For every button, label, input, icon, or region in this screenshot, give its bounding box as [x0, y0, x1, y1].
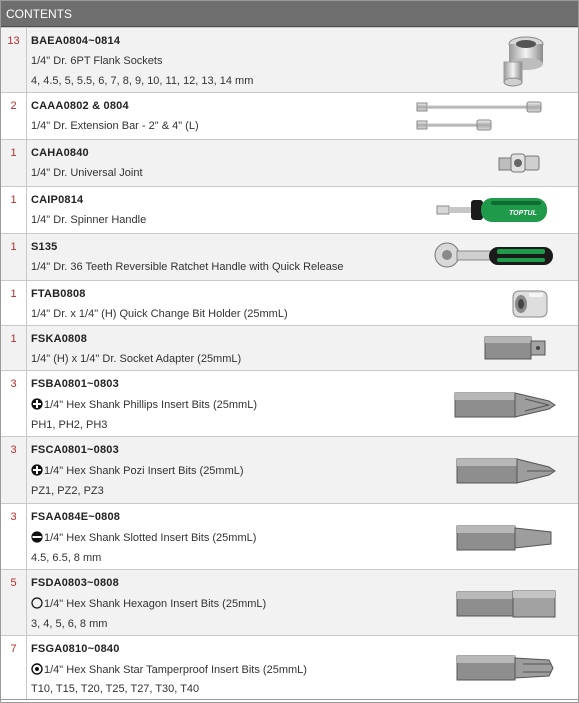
- part-code: FSAA084E~0808: [31, 511, 121, 523]
- part-code: FSBA0801~0803: [31, 378, 119, 390]
- part-code: FSDA0803~0808: [31, 577, 119, 589]
- table-row: [1, 92, 578, 139]
- pozi-tip-icon: [31, 464, 43, 476]
- part-description: 1/4" Dr. 6PT Flank Sockets: [31, 55, 163, 67]
- quantity: 1: [1, 281, 27, 325]
- part-code: FSGA0810~0840: [31, 643, 120, 655]
- table-bottom-border: [1, 699, 578, 701]
- part-code: FSCA0801~0803: [31, 444, 119, 456]
- part-code: BAEA0804~0814: [31, 35, 121, 47]
- socket-adapter-image: [481, 331, 551, 367]
- quantity: 2: [1, 93, 27, 139]
- table-row: [1, 186, 578, 233]
- slotted-bit-image: [453, 520, 561, 556]
- extension-bar-image: [413, 99, 553, 135]
- part-description: 1/4" Hex Shank Pozi Insert Bits (25mmL): [44, 465, 244, 477]
- part-description: 1/4" Dr. Extension Bar - 2" & 4" (L): [31, 120, 199, 132]
- contents-header: CONTENTS: [1, 1, 578, 27]
- part-description: 1/4" Dr. 36 Teeth Reversible Ratchet Handle with Quick Release: [31, 261, 344, 273]
- table-row: [1, 233, 578, 280]
- table-row: [1, 635, 578, 699]
- spinner-handle-image: [435, 192, 555, 228]
- quantity: 5: [1, 570, 27, 635]
- part-sizes: PH1, PH2, PH3: [31, 419, 108, 431]
- part-description: 1/4" Dr. x 1/4" (H) Quick Change Bit Holder (25mmL): [31, 308, 288, 320]
- hexagon-tip-icon: [31, 597, 43, 609]
- part-code: FTAB0808: [31, 288, 86, 300]
- part-description: 1/4" (H) x 1/4" Dr. Socket Adapter (25mmL): [31, 353, 242, 365]
- bit-holder-image: [509, 285, 553, 323]
- part-sizes: T10, T15, T20, T25, T27, T30, T40: [31, 683, 200, 695]
- star-bit-image: [453, 650, 561, 686]
- phillips-tip-icon: [31, 398, 43, 410]
- part-code: CAAA0802 & 0804: [31, 100, 129, 112]
- part-sizes: PZ1, PZ2, PZ3: [31, 485, 104, 497]
- part-code: S135: [31, 241, 58, 253]
- hex-bit-image: [453, 586, 561, 622]
- quantity: 13: [1, 28, 27, 92]
- quantity: 1: [1, 187, 27, 233]
- table-row: [1, 436, 578, 503]
- quantity: 3: [1, 437, 27, 503]
- table-row: [1, 280, 578, 325]
- table-row: [1, 503, 578, 569]
- part-code: FSKA0808: [31, 333, 88, 345]
- quantity: 1: [1, 140, 27, 186]
- phillips-bit-image: [451, 387, 561, 423]
- part-description: 1/4" Hex Shank Phillips Insert Bits (25mmL): [44, 399, 257, 411]
- quantity: 3: [1, 371, 27, 436]
- part-sizes: 3, 4, 5, 6, 8 mm: [31, 618, 108, 630]
- part-description: 1/4" Dr. Universal Joint: [31, 167, 143, 179]
- quantity: 1: [1, 234, 27, 280]
- part-description: 1/4" Hex Shank Star Tamperproof Insert Bits (25mmL): [44, 664, 307, 676]
- part-code: CAIP0814: [31, 194, 84, 206]
- slotted-tip-icon: [31, 531, 43, 543]
- table-row: [1, 139, 578, 186]
- part-code: CAHA0840: [31, 147, 89, 159]
- star-tamperproof-tip-icon: [31, 663, 43, 675]
- table-row: [1, 370, 578, 436]
- part-description: 1/4" Dr. Spinner Handle: [31, 214, 147, 226]
- table-row: [1, 569, 578, 635]
- socket-image: [486, 32, 556, 90]
- pozi-bit-image: [453, 453, 561, 489]
- part-sizes: 4.5, 6.5, 8 mm: [31, 552, 102, 564]
- table-row: [1, 325, 578, 370]
- quantity: 1: [1, 326, 27, 370]
- ratchet-handle-image: [431, 239, 561, 275]
- part-description: 1/4" Hex Shank Slotted Insert Bits (25mmL): [44, 532, 257, 544]
- quantity: 7: [1, 636, 27, 699]
- part-sizes: 4, 4.5, 5, 5.5, 6, 7, 8, 9, 10, 11, 12, 13, 14 mm: [31, 75, 254, 87]
- table-row: [1, 27, 578, 92]
- brand-label: TOPTUL: [509, 210, 537, 217]
- part-description: 1/4" Hex Shank Hexagon Insert Bits (25mmL): [44, 598, 267, 610]
- quantity: 3: [1, 504, 27, 569]
- universal-joint-image: [495, 146, 545, 182]
